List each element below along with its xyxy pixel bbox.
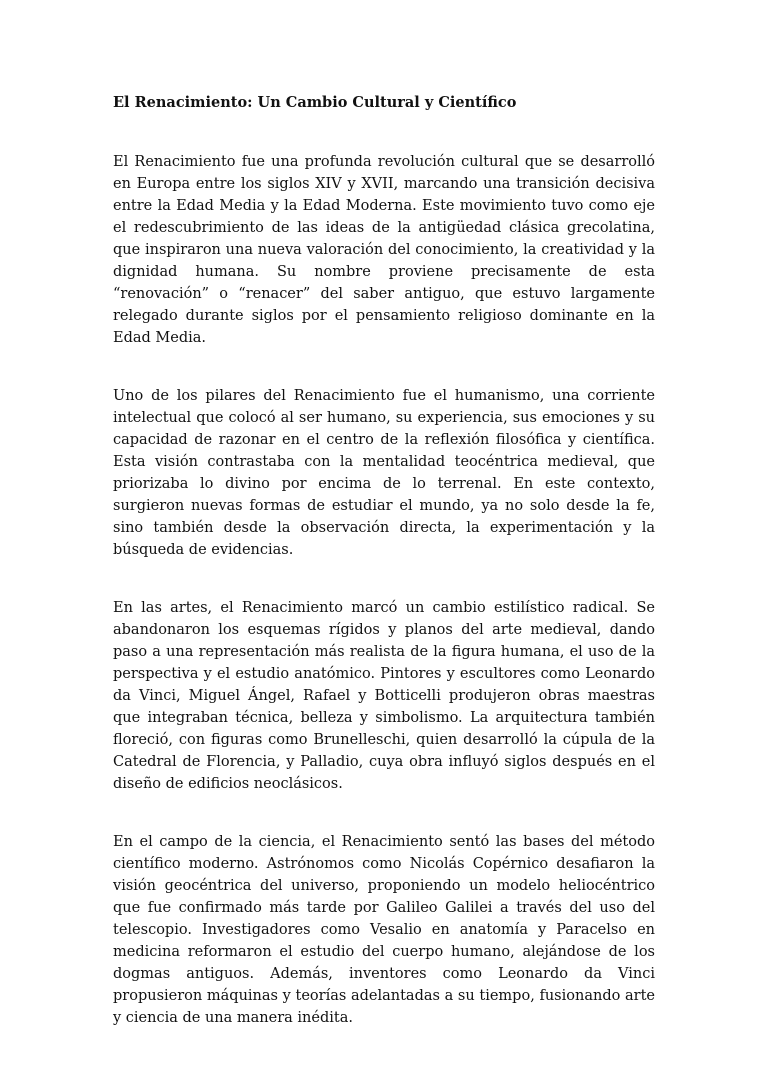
document-page: [113, 92, 655, 1065]
paragraph-humanism: Uno de los pilares del Renacimiento fue el humanismo, una corriente intelectual que colocó al ser humano, su experiencia, sus emociones y su capacidad de razonar en el centro de la reflexión filosófica y científica. Esta visión contrastaba con la mentalidad teocéntrica medieval, que priorizaba lo divino por encima de lo terrenal. En este contexto, surgieron nuevas formas de estudiar el mundo, ya no solo desde la fe, sino también desde la observación directa, la experimentación y la búsqueda de evidencias.: [113, 388, 655, 558]
paragraph-arts: En las artes, el Renacimiento marcó un cambio estilístico radical. Se abandonaron los esquemas rígidos y planos del arte medieval, dando paso a una representación más realista de la figura humana, el uso de la perspectiva y el estudio anatómico. Pintores y escultores como Leonardo da Vinci, Miguel Ángel, Rafael y Botticelli produjeron obras maestras que integraban técnica, belleza y simbolismo. La arquitectura también floreció, con figuras como Brunelleschi, quien desarrolló la cúpula de la Catedral de Florencia, y Palladio, cuya obra influyó siglos después en el diseño de edificios neoclásicos.: [113, 600, 655, 792]
paragraph-introduction: El Renacimiento fue una profunda revolución cultural que se desarrolló en Europa entre los siglos XIV y XVII, marcando una transición decisiva entre la Edad Media y la Edad Moderna. Este movimiento tuvo como eje el redescubrimiento de las ideas de la antigüedad clásica grecolatina, que inspiraron una nueva valoración del conocimiento, la creatividad y la dignidad humana. Su nombre proviene precisamente de esta “renovación” o “renacer” del saber antiguo, que estuvo largamente relegado durante siglos por el pensamiento religioso dominante en la Edad Media.: [113, 154, 655, 346]
paragraph-science: En el campo de la ciencia, el Renacimiento sentó las bases del método científico moderno. Astrónomos como Nicolás Copérnico desafiaron la visión geocéntrica del universo, proponiendo un modelo heliocéntrico que fue confirmado más tarde por Galileo Galilei a través del uso del telescopio. Investigadores como Vesalio en anatomía y Paracelso en medicina reformaron el estudio del cuerpo humano, alejándose de los dogmas antiguos. Además, inventores como Leonardo da Vinci propusieron máquinas y teorías adelantadas a su tiempo, fusionando arte y ciencia de una manera inédita.: [113, 834, 655, 1026]
document-title: El Renacimiento: Un Cambio Cultural y Científico: [113, 94, 517, 111]
